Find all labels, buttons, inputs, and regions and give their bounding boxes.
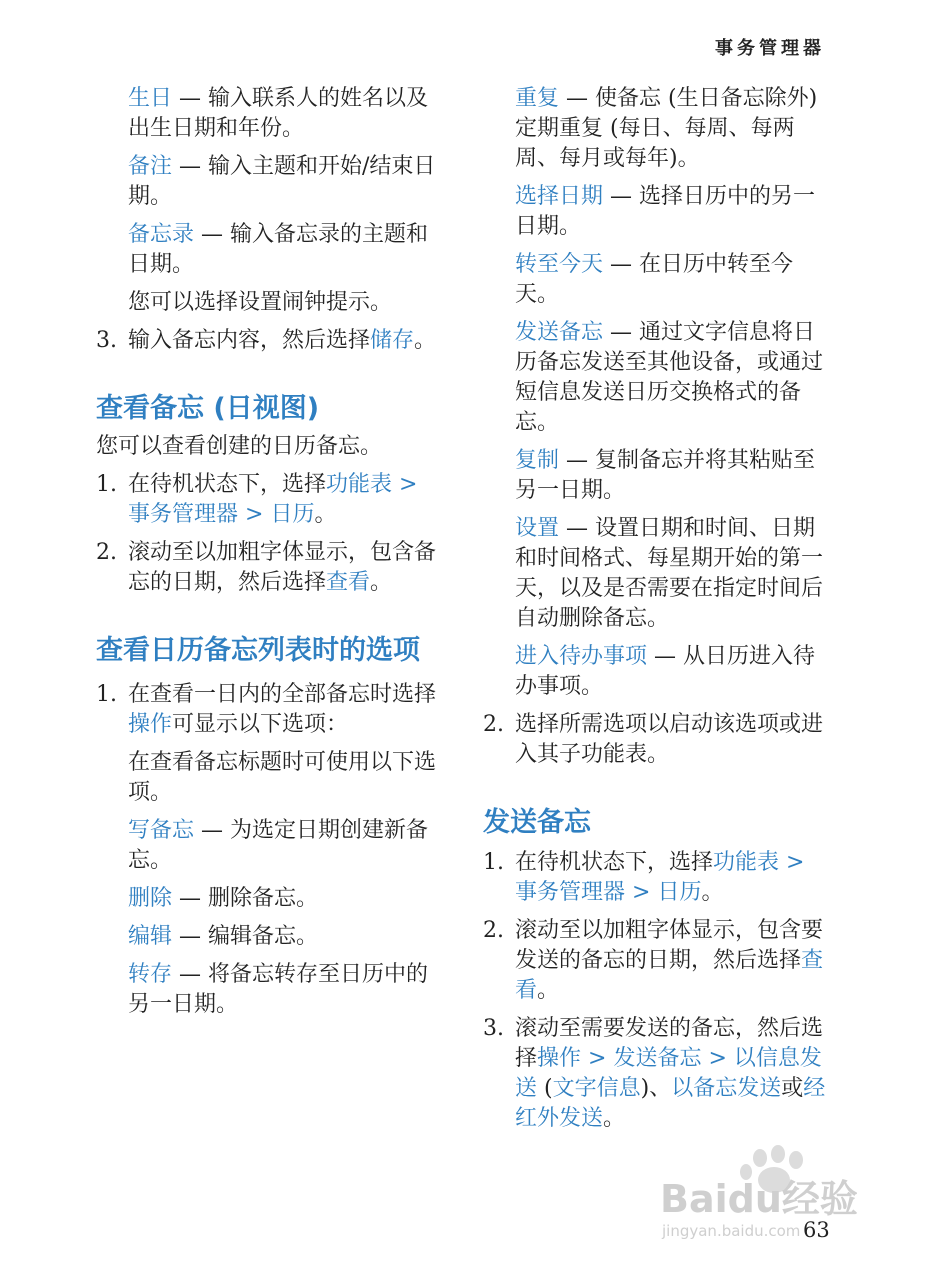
option-memo [96, 152, 446, 212]
option-term: 转至今天 [515, 252, 604, 277]
menu-term: 日历 [657, 880, 702, 905]
option-term: 生日 [128, 86, 173, 111]
sub-intro: 在查看备忘标题时可使用以下选项。 [128, 750, 437, 805]
step-number: 1. [483, 850, 504, 875]
step-text: 滚动至以加粗字体显示，包含要发送的备忘的日期，然后选择 [515, 918, 824, 973]
option-desc: — 输入联系人的姓名以及出生日期和年份。 [128, 86, 429, 141]
option-desc: — 删除备忘。 [172, 886, 319, 911]
step-text: 在查看一日内的全部备忘时选择 [128, 682, 437, 707]
option-copy [483, 446, 833, 506]
option-desc: — 通过文字信息将日历备忘发送至其他设备，或通过短信息发送日历交换格式的备忘。 [515, 320, 824, 435]
step-text: )、 [640, 1076, 672, 1101]
section-heading-send-memo: 发送备忘 [483, 807, 591, 838]
option-term: 进入待办事项 [515, 644, 648, 669]
step-number: 2. [96, 540, 117, 565]
menu-term: 文字信息 [552, 1076, 641, 1101]
step-1 [483, 848, 833, 908]
step-text: 在待机状态下，选择 [128, 472, 327, 497]
watermark-brand: Baidu经验 [660, 1177, 858, 1221]
menu-term: 功能表 [326, 472, 393, 497]
option-delete [96, 884, 446, 914]
menu-separator: > [625, 880, 658, 905]
option-desc: — 选择日历中的另一日期。 [515, 184, 816, 239]
option-todo [483, 642, 833, 702]
menu-term: 功能表 [713, 850, 780, 875]
menu-separator: > [779, 850, 805, 875]
option-write [96, 816, 446, 876]
watermark-url: jingyan.baidu.com [662, 1222, 801, 1240]
step-text: 输入备忘内容，然后选择 [128, 328, 371, 353]
option-term: 复制 [515, 448, 560, 473]
option-settings [483, 514, 833, 634]
option-repeat [483, 84, 833, 174]
step-1 [96, 470, 446, 530]
menu-term: 储存 [370, 328, 415, 353]
step-number: 3. [483, 1016, 504, 1041]
menu-separator: > [701, 1046, 734, 1071]
step-2 [483, 710, 833, 770]
option-today [483, 250, 833, 310]
option-term: 备注 [128, 154, 173, 179]
step-2 [96, 538, 446, 598]
option-term: 写备忘 [128, 818, 195, 843]
option-move [96, 960, 446, 1020]
option-send [483, 318, 833, 438]
menu-term: 事务管理器 [515, 880, 626, 905]
step-end: 。 [537, 978, 560, 1003]
option-desc: — 输入备忘录的主题和日期。 [128, 222, 429, 277]
option-term: 备忘录 [128, 222, 195, 247]
section-heading-list-options: 查看日历备忘列表时的选项 [96, 635, 420, 666]
option-edit [96, 922, 446, 952]
step-number: 2. [483, 712, 504, 737]
step-text: 在待机状态下，选择 [515, 850, 714, 875]
menu-term: 经红外发送 [515, 1076, 826, 1131]
step-end: 。 [603, 1106, 626, 1131]
option-desc: — 编辑备忘。 [172, 924, 319, 949]
option-desc: — 设置日期和时间、日期和时间格式、每星期开始的第一天，以及是否需要在指定时间后自动删除备忘。 [515, 516, 824, 631]
menu-separator: > [392, 472, 418, 497]
step-text: 或 [781, 1076, 804, 1101]
step-3 [96, 326, 446, 356]
option-desc: — 在日历中转至今天。 [515, 252, 794, 307]
option-note [96, 220, 446, 280]
option-term: 编辑 [128, 924, 173, 949]
option-desc: — 从日历进入待办事项。 [515, 644, 816, 699]
baidu-jingyan-watermark [660, 1140, 880, 1250]
step-number: 1. [96, 472, 117, 497]
step-text: 选择所需选项以启动该选项或进入其子功能表。 [515, 712, 824, 767]
menu-term: 操作 [537, 1046, 582, 1071]
option-term: 删除 [128, 886, 173, 911]
menu-term: 发送备忘 [613, 1046, 702, 1071]
option-select-date [483, 182, 833, 242]
step-1 [96, 680, 446, 740]
menu-term: 日历 [270, 502, 315, 527]
step-end: 。 [370, 570, 393, 595]
right-column [483, 84, 833, 1142]
option-term: 发送备忘 [515, 320, 604, 345]
alarm-note: 您可以选择设置闹钟提示。 [128, 290, 393, 315]
running-header: 事务管理器 [715, 38, 825, 59]
menu-term: 事务管理器 [128, 502, 239, 527]
menu-separator: > [238, 502, 271, 527]
menu-separator: > [581, 1046, 614, 1071]
step-text: ( [537, 1076, 553, 1101]
option-birthday [96, 84, 446, 144]
step-number: 3. [96, 328, 117, 353]
step-3 [483, 1014, 833, 1134]
option-term: 选择日期 [515, 184, 604, 209]
step-number: 2. [483, 918, 504, 943]
step-end: 。 [314, 502, 337, 527]
step-2 [483, 916, 833, 1006]
option-desc: — 使备忘 (生日备忘除外) 定期重复 (每日、每周、每两周、每月或每年)。 [515, 86, 818, 171]
menu-term: 查看 [515, 948, 824, 1003]
left-column [96, 84, 446, 1028]
option-desc: — 复制备忘并将其粘贴至另一日期。 [515, 448, 816, 503]
step-end: 可显示以下选项： [172, 712, 349, 737]
option-desc: — 输入主题和开始/结束日期。 [128, 154, 436, 209]
option-term: 重复 [515, 86, 560, 111]
option-term: 设置 [515, 516, 560, 541]
step-text: 滚动至以加粗字体显示，包含备忘的日期，然后选择 [128, 540, 437, 595]
step-number: 1. [96, 682, 117, 707]
menu-term: 查看 [326, 570, 371, 595]
menu-term: 以信息发送 [515, 1046, 822, 1101]
menu-term: 以备忘发送 [671, 1076, 782, 1101]
option-desc: — 将备忘转存至日历中的另一日期。 [128, 962, 429, 1017]
step-end: 。 [414, 328, 437, 353]
step-text: 滚动至需要发送的备忘，然后选择 [515, 1016, 824, 1071]
option-term: 转存 [128, 962, 173, 987]
section-intro: 您可以查看创建的日历备忘。 [96, 434, 383, 459]
step-end: 。 [701, 880, 724, 905]
page-number: 63 [803, 1218, 830, 1242]
menu-term: 操作 [128, 712, 173, 737]
section-heading-day-view: 查看备忘 (日视图) [96, 393, 320, 424]
option-desc: — 为选定日期创建新备忘。 [128, 818, 429, 873]
